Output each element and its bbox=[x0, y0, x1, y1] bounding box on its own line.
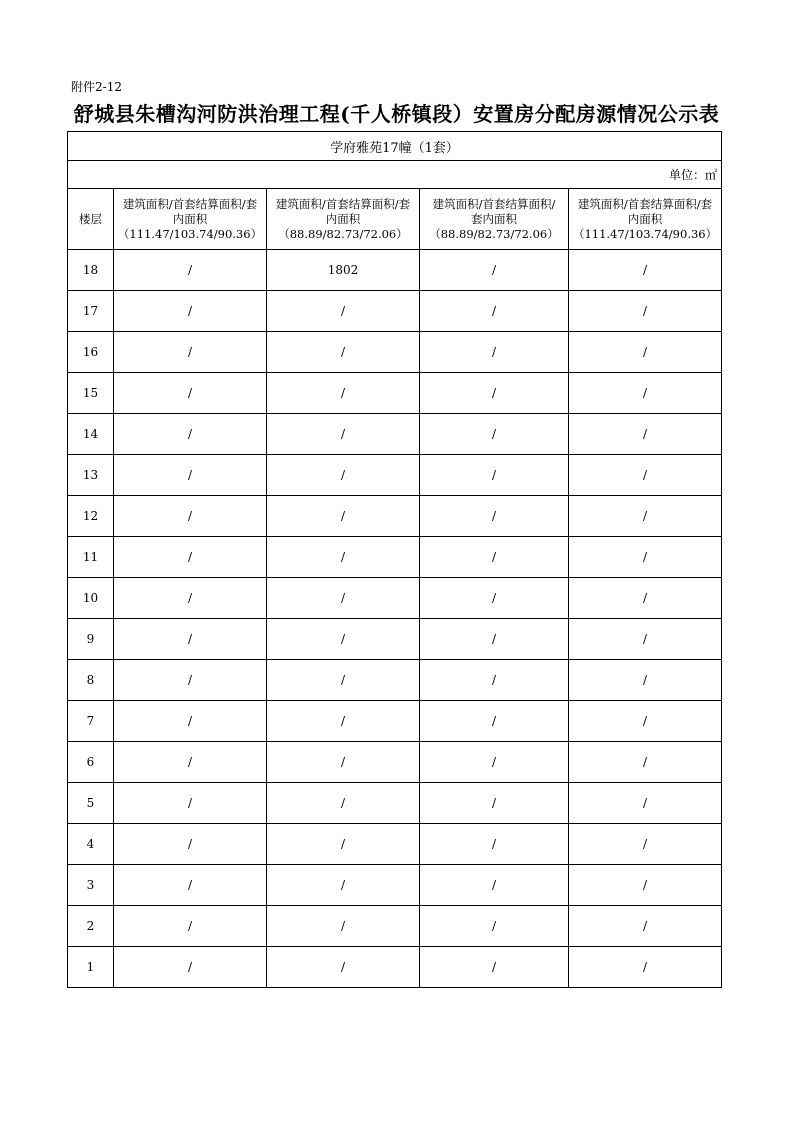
unit-label: 单位：㎡ bbox=[68, 161, 722, 189]
room-cell: / bbox=[267, 537, 420, 578]
room-cell: / bbox=[267, 291, 420, 332]
header-line: （111.47/103.74/90.36） bbox=[572, 226, 718, 241]
room-cell: / bbox=[569, 496, 722, 537]
header-line: 建筑面积/首套结算面积/套 bbox=[122, 196, 258, 211]
housing-allocation-table bbox=[67, 131, 722, 988]
floor-cell: 5 bbox=[68, 783, 114, 824]
room-cell: / bbox=[267, 660, 420, 701]
room-cell: / bbox=[114, 414, 267, 455]
table-row bbox=[68, 660, 722, 701]
room-cell: / bbox=[267, 824, 420, 865]
room-cell: / bbox=[569, 455, 722, 496]
table-row bbox=[68, 865, 722, 906]
header-column bbox=[267, 189, 420, 250]
table-row bbox=[68, 414, 722, 455]
room-cell: / bbox=[420, 332, 569, 373]
room-cell: / bbox=[569, 537, 722, 578]
room-cell: / bbox=[569, 742, 722, 783]
room-cell: / bbox=[114, 742, 267, 783]
room-cell: / bbox=[114, 947, 267, 988]
floor-cell: 14 bbox=[68, 414, 114, 455]
floor-cell: 4 bbox=[68, 824, 114, 865]
room-cell: / bbox=[267, 373, 420, 414]
room-cell: / bbox=[569, 906, 722, 947]
table-row bbox=[68, 701, 722, 742]
room-cell: / bbox=[114, 660, 267, 701]
room-cell: / bbox=[267, 742, 420, 783]
room-cell: / bbox=[420, 496, 569, 537]
room-cell: / bbox=[267, 578, 420, 619]
room-cell: / bbox=[420, 742, 569, 783]
room-cell: / bbox=[420, 619, 569, 660]
table-row bbox=[68, 496, 722, 537]
room-cell: / bbox=[114, 373, 267, 414]
floor-cell: 8 bbox=[68, 660, 114, 701]
room-cell: / bbox=[420, 414, 569, 455]
room-cell: / bbox=[569, 660, 722, 701]
room-cell: / bbox=[420, 291, 569, 332]
header-line: 内面积 bbox=[172, 211, 208, 226]
room-cell: / bbox=[267, 496, 420, 537]
room-cell: / bbox=[114, 496, 267, 537]
floor-cell: 1 bbox=[68, 947, 114, 988]
room-cell: / bbox=[267, 783, 420, 824]
table-row bbox=[68, 537, 722, 578]
room-cell: / bbox=[114, 783, 267, 824]
room-cell: / bbox=[569, 414, 722, 455]
attachment-label: 附件2-12 bbox=[71, 80, 122, 94]
floor-cell: 11 bbox=[68, 537, 114, 578]
floor-cell: 18 bbox=[68, 250, 114, 291]
table-row bbox=[68, 291, 722, 332]
header-line: 建筑面积/首套结算面积/套 bbox=[577, 196, 713, 211]
header-line: 建筑面积/首套结算面积/ bbox=[432, 196, 556, 211]
table-row bbox=[68, 455, 722, 496]
floor-cell: 2 bbox=[68, 906, 114, 947]
table-row bbox=[68, 742, 722, 783]
floor-cell: 3 bbox=[68, 865, 114, 906]
room-cell: / bbox=[420, 373, 569, 414]
room-cell: / bbox=[114, 865, 267, 906]
room-cell: / bbox=[114, 578, 267, 619]
floor-cell: 17 bbox=[68, 291, 114, 332]
header-line: 建筑面积/首套结算面积/套 bbox=[275, 196, 411, 211]
room-cell: / bbox=[114, 537, 267, 578]
room-cell: / bbox=[267, 414, 420, 455]
room-cell: / bbox=[420, 455, 569, 496]
table-row bbox=[68, 824, 722, 865]
table-row bbox=[68, 947, 722, 988]
table-row bbox=[68, 783, 722, 824]
header-line: （111.47/103.74/90.36） bbox=[117, 226, 263, 241]
floor-cell: 15 bbox=[68, 373, 114, 414]
room-cell: / bbox=[569, 578, 722, 619]
header-column bbox=[569, 189, 722, 250]
room-cell: / bbox=[569, 701, 722, 742]
table-header-row bbox=[68, 189, 722, 250]
room-cell: / bbox=[114, 619, 267, 660]
room-cell: / bbox=[569, 250, 722, 291]
room-cell: / bbox=[114, 824, 267, 865]
floor-cell: 7 bbox=[68, 701, 114, 742]
room-cell: / bbox=[114, 332, 267, 373]
room-cell: / bbox=[420, 660, 569, 701]
floor-cell: 16 bbox=[68, 332, 114, 373]
room-cell: / bbox=[420, 947, 569, 988]
room-cell: / bbox=[569, 783, 722, 824]
room-cell: / bbox=[114, 250, 267, 291]
room-cell: / bbox=[420, 701, 569, 742]
room-cell: / bbox=[267, 455, 420, 496]
room-cell: / bbox=[569, 373, 722, 414]
room-cell: / bbox=[267, 947, 420, 988]
room-cell: / bbox=[569, 824, 722, 865]
table-row bbox=[68, 619, 722, 660]
floor-cell: 10 bbox=[68, 578, 114, 619]
table-row bbox=[68, 332, 722, 373]
header-column bbox=[420, 189, 569, 250]
room-cell: / bbox=[420, 906, 569, 947]
table-row bbox=[68, 906, 722, 947]
room-cell: / bbox=[267, 619, 420, 660]
header-line: 内面积 bbox=[325, 211, 361, 226]
room-cell: / bbox=[420, 250, 569, 291]
room-cell: / bbox=[267, 701, 420, 742]
room-cell: / bbox=[420, 824, 569, 865]
room-cell: / bbox=[569, 865, 722, 906]
room-cell: / bbox=[569, 619, 722, 660]
room-cell: / bbox=[420, 783, 569, 824]
room-cell: 1802 bbox=[267, 250, 420, 291]
header-line: 内面积 bbox=[627, 211, 663, 226]
room-cell: / bbox=[569, 332, 722, 373]
table-row bbox=[68, 373, 722, 414]
room-cell: / bbox=[420, 865, 569, 906]
room-cell: / bbox=[420, 578, 569, 619]
header-line: 套内面积 bbox=[471, 211, 517, 226]
room-cell: / bbox=[569, 947, 722, 988]
floor-cell: 9 bbox=[68, 619, 114, 660]
room-cell: / bbox=[114, 701, 267, 742]
room-cell: / bbox=[114, 906, 267, 947]
floor-cell: 13 bbox=[68, 455, 114, 496]
table-row bbox=[68, 578, 722, 619]
room-cell: / bbox=[267, 865, 420, 906]
header-line: （88.89/82.73/72.06） bbox=[278, 226, 408, 241]
floor-cell: 6 bbox=[68, 742, 114, 783]
room-cell: / bbox=[267, 906, 420, 947]
room-cell: / bbox=[420, 537, 569, 578]
page-title: 舒城县朱槽沟河防洪治理工程(千人桥镇段）安置房分配房源情况公示表 bbox=[73, 102, 720, 126]
header-line: （88.89/82.73/72.06） bbox=[429, 226, 559, 241]
header-floor: 楼层 bbox=[68, 189, 114, 250]
header-column bbox=[114, 189, 267, 250]
building-name: 学府雅苑17幢（1套） bbox=[68, 132, 722, 161]
table-row bbox=[68, 250, 722, 291]
room-cell: / bbox=[569, 291, 722, 332]
room-cell: / bbox=[114, 455, 267, 496]
room-cell: / bbox=[114, 291, 267, 332]
room-cell: / bbox=[267, 332, 420, 373]
floor-cell: 12 bbox=[68, 496, 114, 537]
